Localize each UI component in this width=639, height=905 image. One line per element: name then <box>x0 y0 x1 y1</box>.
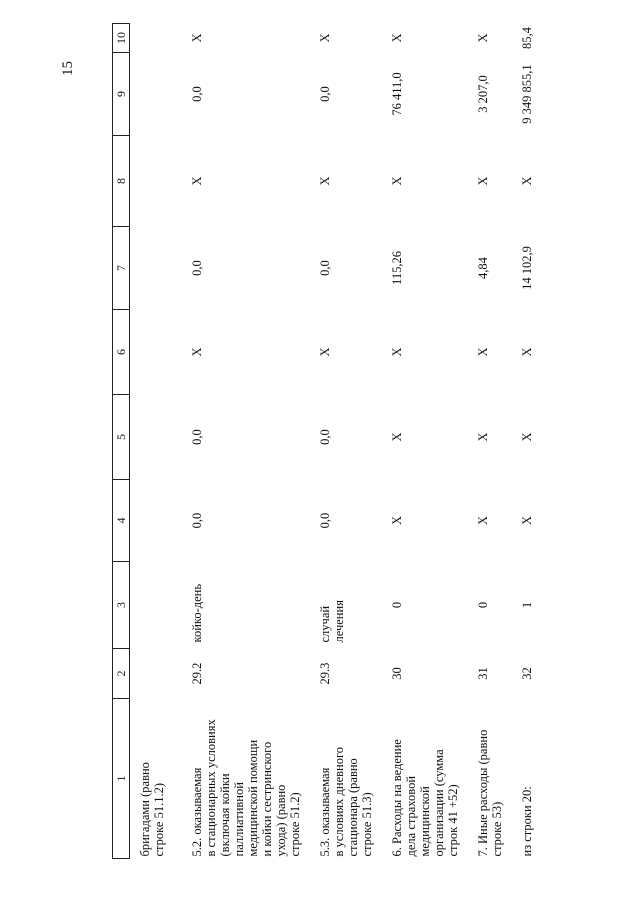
cell-value: 4,84 <box>476 257 490 279</box>
cell-value <box>130 310 185 395</box>
desc-line: (включая койки <box>218 773 232 857</box>
column-number: 2 <box>113 649 130 699</box>
cell-value: X <box>318 347 332 357</box>
column-number: 4 <box>113 480 130 562</box>
table-row <box>184 24 312 859</box>
cell-value: X <box>476 432 490 442</box>
cell-line-code: 32 <box>520 667 534 680</box>
cell-value: X <box>390 515 404 526</box>
cell-value: 85,4 <box>520 27 534 49</box>
desc-line: стационара (равно <box>346 758 360 857</box>
desc-line: строке 53) <box>490 801 504 857</box>
cell-value: 3 207,0 <box>476 75 490 113</box>
cell-value: X <box>390 347 404 357</box>
row-description <box>384 699 470 859</box>
desc-line: из строки 20: <box>520 786 534 857</box>
desc-line: паллиативной <box>232 782 246 857</box>
row-description <box>312 699 384 859</box>
cell-value: 0,0 <box>190 429 204 445</box>
table-row <box>312 24 384 859</box>
cell-value: X <box>520 347 534 357</box>
cell-value: 14 102,9 <box>520 246 534 290</box>
column-number-row <box>113 24 130 859</box>
column-number: 3 <box>113 562 130 649</box>
desc-line: строк 41 +52) <box>446 784 460 857</box>
column-number: 6 <box>113 310 130 395</box>
cell-value: X <box>476 515 490 526</box>
cell-value: X <box>390 432 404 442</box>
desc-line: и койки сестринского <box>260 741 274 857</box>
cell-unit: 0 <box>390 601 404 609</box>
desc-line: 6. Расходы на ведение <box>390 739 404 857</box>
column-number: 5 <box>113 395 130 480</box>
cell-value: X <box>190 176 204 186</box>
cell-value: X <box>476 176 490 186</box>
cell-unit: случай лечения <box>318 600 346 643</box>
cell-line-code: 29.2 <box>190 662 204 685</box>
cell-value <box>130 480 185 562</box>
cell-value: X <box>520 515 534 526</box>
cell-line-code: 30 <box>390 667 404 680</box>
cell-value: X <box>520 176 534 186</box>
cell-unit <box>130 562 185 649</box>
desc-line: строке 51.3) <box>360 792 374 857</box>
cell-value: X <box>520 432 534 442</box>
desc-line: в стационарных условиях <box>204 719 218 857</box>
table-row <box>130 24 185 859</box>
cell-line-code <box>130 649 185 699</box>
desc-line: строке 51.1.2) <box>152 782 166 857</box>
cell-line-code: 29.3 <box>318 662 332 685</box>
row-description <box>470 699 514 859</box>
column-number: 10 <box>113 24 130 53</box>
cost-table <box>112 23 544 859</box>
cell-value: 0,0 <box>318 86 332 102</box>
desc-line: организации (сумма <box>432 749 446 857</box>
cell-value <box>130 227 185 310</box>
cell-value <box>130 395 185 480</box>
row-description <box>184 699 312 859</box>
cell-value: 115,26 <box>390 251 404 285</box>
cell-value: 0,0 <box>318 512 332 529</box>
table-row <box>470 24 514 859</box>
cell-value: 0,0 <box>190 260 204 276</box>
cell-value: 0,0 <box>190 86 204 102</box>
row-description <box>130 699 185 859</box>
cell-value <box>130 24 185 53</box>
row-description <box>514 699 544 859</box>
cell-value: X <box>318 33 332 43</box>
cell-value: X <box>390 176 404 186</box>
cell-value: X <box>190 33 204 43</box>
cell-value: 0,0 <box>190 512 204 529</box>
desc-line: бригадами (равно <box>138 762 152 857</box>
column-number: 9 <box>113 53 130 136</box>
cell-value: 0,0 <box>318 429 332 445</box>
table-row <box>384 24 470 859</box>
cell-value: X <box>318 176 332 186</box>
cell-value: 9 349 855,1 <box>520 64 534 124</box>
table-row <box>514 24 544 859</box>
column-number: 1 <box>113 699 130 859</box>
page-number: 15 <box>60 61 76 76</box>
desc-line: медицинской <box>418 786 432 857</box>
desc-line: строке 51.2) <box>288 792 302 857</box>
desc-line: в условиях дневного <box>332 746 346 857</box>
cell-unit: 0 <box>476 601 490 609</box>
desc-line: 7. Иные расходы (равно <box>476 729 490 857</box>
cell-value <box>130 136 185 227</box>
desc-line: дела страховой <box>404 775 418 857</box>
cell-value: 0,0 <box>318 260 332 276</box>
column-number: 8 <box>113 136 130 227</box>
cell-value <box>130 53 185 136</box>
cell-unit: койко-день <box>190 583 204 643</box>
cell-value: X <box>390 33 404 43</box>
cell-value: 76 411,0 <box>390 72 404 116</box>
cell-unit: 1 <box>520 601 534 609</box>
desc-line: ухода) (равно <box>274 784 288 857</box>
cell-value: X <box>190 347 204 357</box>
desc-line: 5.3. оказываемая <box>318 767 332 857</box>
cell-value: X <box>476 347 490 357</box>
desc-line: 5.2. оказываемая <box>190 767 204 857</box>
desc-line: медицинской помощи <box>246 739 260 857</box>
cell-line-code: 31 <box>476 667 490 680</box>
cell-value: X <box>476 33 490 43</box>
column-number: 7 <box>113 227 130 310</box>
